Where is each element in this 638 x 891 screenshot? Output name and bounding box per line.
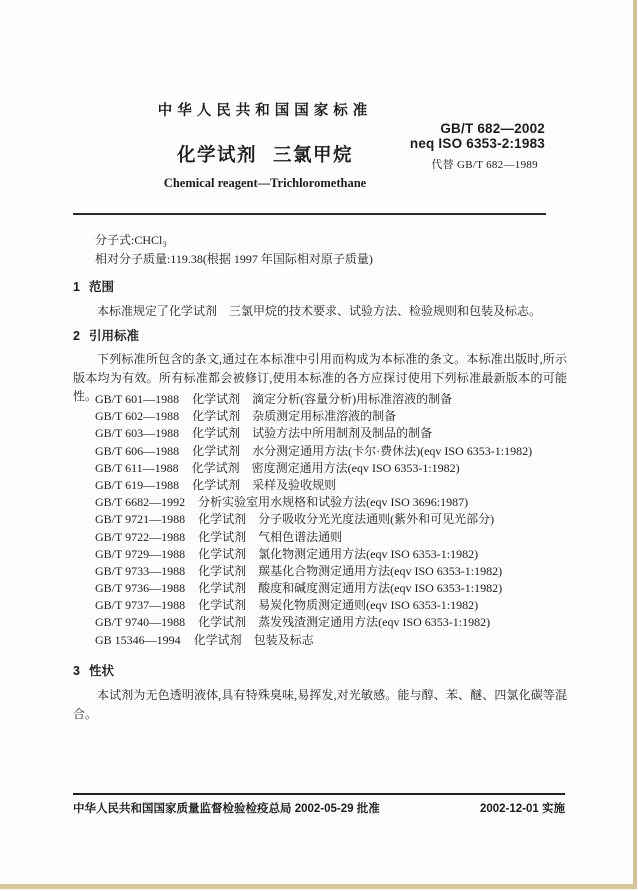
reference-standard-row [95,477,575,494]
reference-code: GB/T 9722—1988 [95,529,186,544]
reference-title: 化学试剂 酸度和碱度测定通用方法(eqv ISO 6353-1:1982) [198,581,503,596]
footer [73,800,565,816]
section-3-title: 性状 [88,664,114,678]
replaces-note: 代替 GB/T 682—1989 [431,159,538,171]
reference-standard-row [95,425,575,442]
reference-code: GB/T 606—1988 [95,443,180,458]
molecular-formula: 分子式:CHCl₃ [95,233,167,247]
reference-code: GB/T 9740—1988 [95,615,186,630]
scan-edge-bottom [0,884,637,889]
section-3-heading [73,661,114,679]
section-1-heading [73,277,114,295]
reference-code: GB/T 601—1988 [95,392,180,406]
reference-title: 化学试剂 易炭化物质测定通则(eqv ISO 6353-1:1982) [198,598,479,613]
reference-code: GB/T 602—1988 [95,409,180,424]
section-3-number: 3 [73,664,80,678]
reference-title: 分析实验室用水规格和试验方法(eqv ISO 3696:1987) [198,495,469,510]
section-2-heading [73,326,139,344]
header-rule [73,213,546,215]
reference-title: 化学试剂 水分测定通用方法(卡尔·费休法)(eqv ISO 6353-1:1982) [192,443,533,458]
reference-title: 化学试剂 采样及验收规则 [192,477,337,492]
reference-code: GB/T 6682—1992 [95,495,186,510]
relative-molecular-mass: 相对分子质量:119.38(根据 1997 年国际相对原子质量) [95,252,373,266]
reference-title: 化学试剂 滴定分析(容量分析)用标准溶液的制备 [192,392,453,406]
section-2-number: 2 [73,329,80,343]
iso-reference: neq ISO 6353-2:1983 [409,136,545,151]
document-title-part1: 化学试剂 [176,144,257,165]
reference-title: 化学试剂 气相色谱法通则 [198,529,343,544]
scan-edge-right [633,0,637,889]
reference-code: GB/T 619—1988 [95,477,180,492]
reference-code: GB/T 9733—1988 [95,563,186,578]
reference-standard-row [95,391,575,408]
reference-standard-row [95,632,575,649]
implementation-date: 2002-12-01 实施 [479,803,565,815]
reference-title: 化学试剂 氯化物测定通用方法(eqv ISO 6353-1:1982) [198,546,479,561]
reference-standard-row [95,529,575,546]
reference-standard-row [95,511,575,528]
reference-title: 化学试剂 蒸发残渣测定通用方法(eqv ISO 6353-1:1982) [198,615,491,630]
reference-title: 化学试剂 羰基化合物测定通用方法(eqv ISO 6353-1:1982) [198,563,503,578]
reference-code: GB 15346—1994 [95,632,181,647]
reference-code: GB/T 9736—1988 [95,581,186,596]
document-title-part2: 三氯甲烷 [273,144,354,165]
reference-standard-row [95,563,575,580]
reference-code: GB/T 9721—1988 [95,512,186,527]
reference-title: 化学试剂 分子吸收分光光度法通则(紫外和可见光部分) [198,512,495,527]
reference-standard-row [95,408,575,425]
reference-standard-row [95,443,575,460]
reference-standard-row [95,597,575,614]
reference-title: 化学试剂 密度测定通用方法(eqv ISO 6353-1:1982) [191,460,460,475]
section-1-body: 本标准规定了化学试剂 三氯甲烷的技术要求、试验方法、检验规则和包装及标志。 [97,304,542,318]
reference-code: GB/T 9729—1988 [95,546,186,561]
reference-code: GB/T 603—1988 [95,426,180,441]
section-3-body: 本试剂为无色透明液体,具有特殊臭味,易挥发,对光敏感。能与醇、苯、醚、四氯化碳等混合。 [73,688,567,721]
reference-code: GB/T 9737—1988 [95,598,186,613]
reference-standard-row [95,460,575,477]
section-1-number: 1 [73,280,80,294]
section-2-title: 引用标准 [88,329,139,343]
reference-standard-row [95,614,575,631]
references-list [95,391,575,649]
footer-rule [73,793,565,795]
approval-statement: 中华人民共和国国家质量监督检验检疫总局 2002-05-29 批准 [73,803,380,815]
reference-standard-row [95,494,575,511]
reference-code: GB/T 611—1988 [95,460,179,475]
document-title-en: Chemical reagent—Trichloromethane [163,176,367,190]
reference-standard-row [95,546,575,563]
reference-title: 化学试剂 包装及标志 [193,632,314,647]
document-title-cn [0,141,530,167]
section-1-title: 范围 [88,280,114,294]
reference-title: 化学试剂 试验方法中所用制剂及制品的制备 [192,426,433,441]
section-2-body: 下列标准所包含的条文,通过在本标准中引用而构成为本标准的条文。本标准出版时,所示版本均为有效。所有标准都会被修订,使用本标准的各方应探讨使用下列标准最新版本的可能性。 [73,352,567,404]
reference-standard-row [95,580,575,597]
national-standard-label: 中华人民共和国国家标准 [157,103,373,119]
reference-title: 化学试剂 杂质测定用标准溶液的制备 [192,409,397,424]
standard-code: GB/T 682—2002 [440,121,545,136]
